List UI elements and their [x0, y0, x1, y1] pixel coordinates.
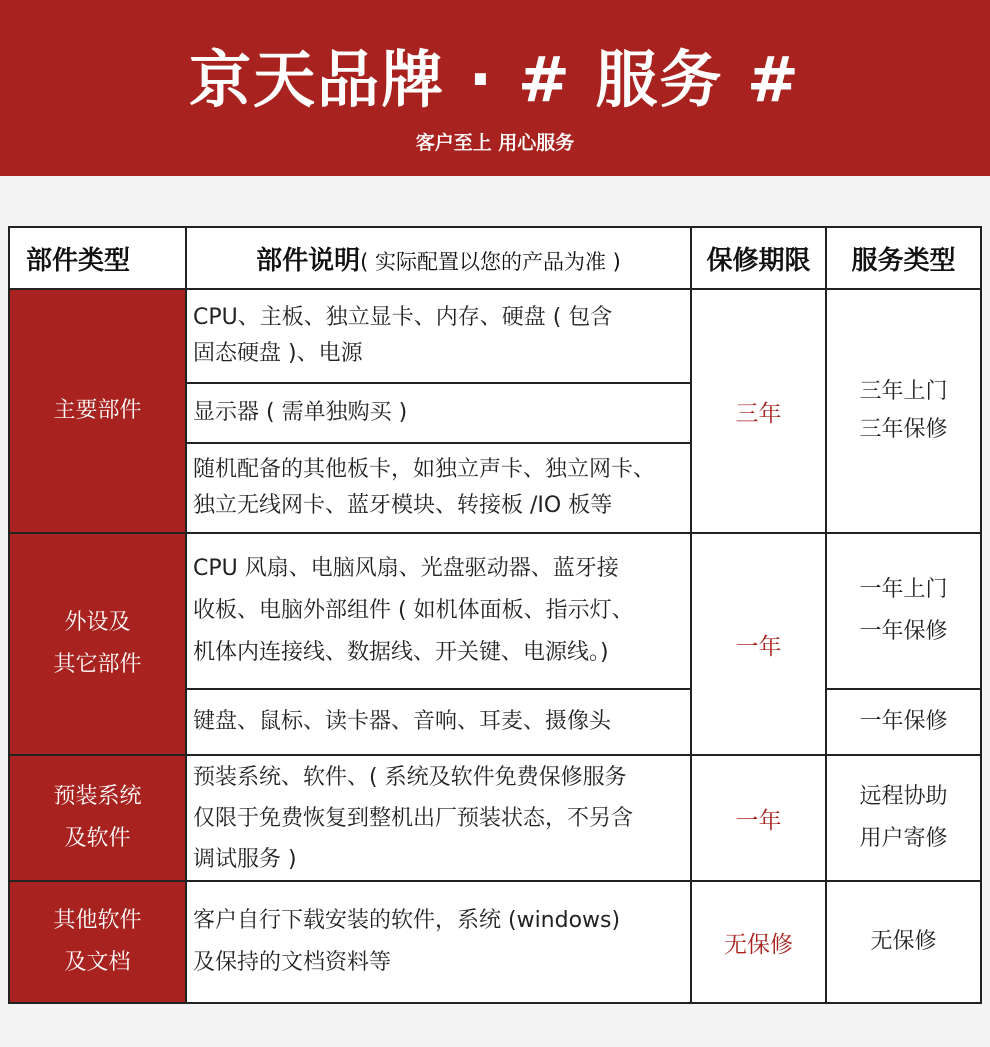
- description-line: 收板、电脑外部组件 ( 如机体面板、指示灯、: [193, 598, 634, 623]
- service-line: 远程协助: [859, 784, 948, 809]
- header-period: 保修期限: [691, 227, 826, 289]
- header-description-label: 部件说明: [256, 245, 361, 276]
- table-row: [9, 755, 981, 881]
- category-label: 预装系统: [53, 784, 142, 809]
- category-label: 其他软件: [53, 908, 142, 933]
- description-line: 固态硬盘 )、电源: [193, 341, 363, 366]
- description-cell: [186, 383, 691, 443]
- service-line: 用户寄修: [859, 826, 948, 851]
- service-type-cell: [826, 881, 981, 1003]
- period-cell: 无保修: [691, 881, 826, 1003]
- description-cell: [186, 443, 691, 533]
- description-line: 显示器 ( 需单独购买 ): [193, 400, 408, 425]
- header-description-note: ( 实际配置以您的产品为准 ): [360, 249, 621, 274]
- service-type-cell: [826, 755, 981, 881]
- description-line: 调试服务 ): [193, 846, 297, 872]
- service-line: 三年保修: [859, 417, 948, 442]
- header-category: 部件类型: [9, 227, 186, 289]
- category-label: 主要部件: [53, 398, 142, 423]
- category-cell: [9, 755, 186, 881]
- category-cell: [9, 533, 186, 755]
- description-line: 仅限于免费恢复到整机出厂预装状态，不另含: [193, 805, 634, 831]
- table-row: [9, 289, 981, 383]
- service-type-cell: [826, 289, 981, 533]
- description-line: 独立无线网卡、蓝牙模块、转接板 /IO 板等: [193, 493, 613, 518]
- description-line: 预装系统、软件、( 系统及软件免费保修服务: [193, 764, 627, 790]
- page-subtitle: 客户至上 用心服务: [415, 132, 575, 154]
- period-cell: 三年: [691, 289, 826, 533]
- warranty-table: [8, 226, 982, 1004]
- description-line: 客户自行下载安装的软件，系统 (windows): [193, 908, 621, 933]
- description-line: 及保持的文档资料等: [193, 950, 392, 975]
- description-cell: [186, 689, 691, 755]
- period-cell: 一年: [691, 755, 826, 881]
- description-line: 机体内连接线、数据线、开关键、电源线。): [193, 640, 609, 665]
- table-row: [9, 881, 981, 1003]
- table-row: [9, 533, 981, 689]
- header-description: [186, 227, 691, 289]
- category-cell: [9, 881, 186, 1003]
- service-type-cell: [826, 689, 981, 755]
- description-cell: [186, 289, 691, 383]
- category-label: 外设及: [64, 610, 131, 635]
- header-service-type: 服务类型: [826, 227, 981, 289]
- category-cell: [9, 289, 186, 533]
- category-label: 其它部件: [53, 652, 142, 677]
- category-label: 及软件: [64, 826, 131, 851]
- service-line: 一年保修: [859, 709, 948, 734]
- description-line: CPU 风扇、电脑风扇、光盘驱动器、蓝牙接: [193, 556, 619, 581]
- header-banner: [0, 0, 990, 176]
- page-title: 京天品牌 · # 服务 #: [189, 43, 801, 116]
- table-header-row: [9, 227, 981, 289]
- service-line: 三年上门: [859, 379, 948, 404]
- description-line: 随机配备的其他板卡，如独立声卡、独立网卡、: [193, 457, 656, 482]
- service-line: 无保修: [870, 929, 937, 954]
- description-cell: [186, 533, 691, 689]
- service-type-cell: [826, 533, 981, 689]
- category-label: 及文档: [64, 950, 131, 975]
- period-cell: 一年: [691, 533, 826, 755]
- service-line: 一年上门: [859, 577, 948, 602]
- description-cell: [186, 881, 691, 1003]
- description-line: 键盘、鼠标、读卡器、音响、耳麦、摄像头: [193, 709, 612, 734]
- description-cell: [186, 755, 691, 881]
- service-line: 一年保修: [859, 619, 948, 644]
- description-line: CPU、主板、独立显卡、内存、硬盘 ( 包含: [193, 305, 613, 330]
